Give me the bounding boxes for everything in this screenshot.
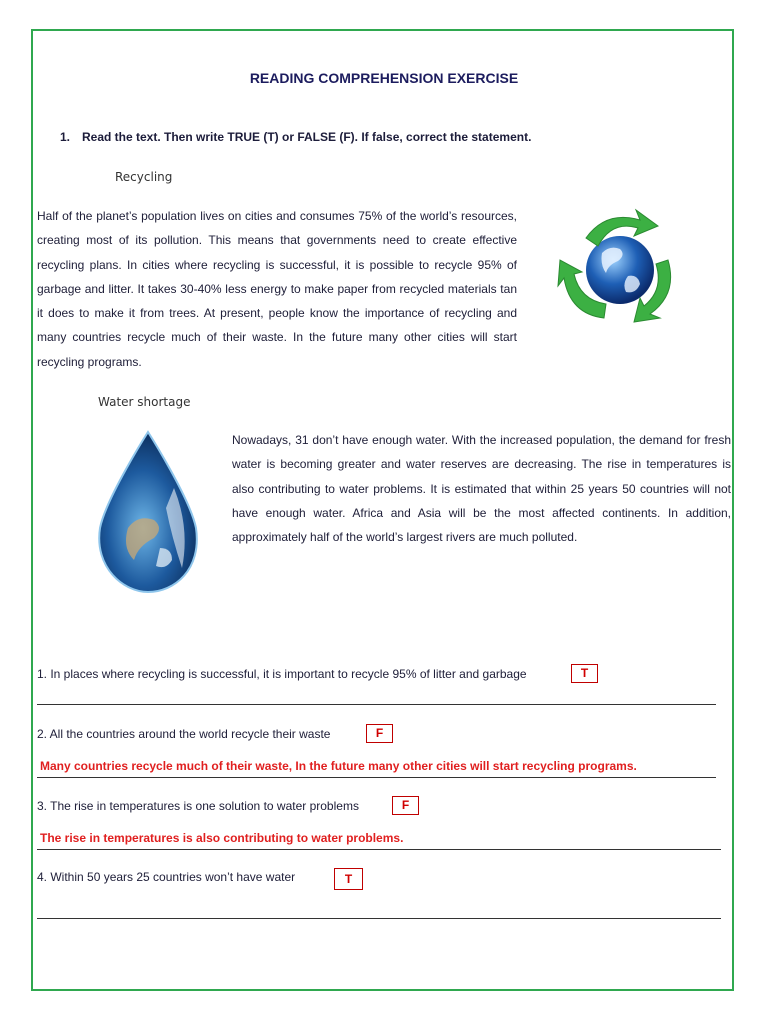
answer-box-2[interactable]: F: [366, 724, 393, 743]
page-title: READING COMPREHENSION EXERCISE: [249, 70, 519, 86]
water-paragraph: Nowadays, 31 don’t have enough water. With the increased population, the demand for fresh water is becoming greater and water reserves are decreasing. The rise in temperatures is also contributing to water problems. It is estimated that within 25 years 50 countries will not have enough water. Africa and Asia will be the most affected continents. In addition, approximately half of the world’s largest rivers are much polluted.: [232, 433, 731, 545]
answer-box-1[interactable]: T: [571, 664, 598, 683]
answer-line-3: [37, 849, 721, 850]
question-1: 1. In places where recycling is successful, it is important to recycle 95% of litter and garbage: [37, 667, 527, 681]
recycle-globe-icon: [550, 198, 690, 338]
question-2: 2. All the countries around the world recycle their waste: [37, 727, 331, 741]
answer-line-2: [37, 777, 716, 778]
answer-box-3[interactable]: F: [392, 796, 419, 815]
instruction: [60, 130, 531, 144]
answer-line-1: [37, 704, 716, 705]
recycling-heading: Recycling: [115, 170, 173, 184]
instruction-text: Read the text. Then write TRUE (T) or FALSE (F). If false, correct the statement.: [82, 130, 532, 144]
answer-line-4: [37, 918, 721, 919]
correction-3: The rise in temperatures is also contributing to water problems.: [40, 831, 404, 845]
instruction-number: 1.: [60, 130, 71, 144]
recycling-paragraph: Half of the planet’s population lives on cities and consumes 75% of the world’s resources, creating most of its pollution. This means that governments need to create effective recycling plans. In cities where recycling is successful, it is possible to recycle 95% of garbage and litter. It takes 30-40% less energy to make paper from recycled materials tan it does to make it from trees. At present, people know the importance of recycling and many countries recycle much of their waste. In the future many other cities will start recycling programs.: [37, 209, 517, 369]
water-heading: Water shortage: [98, 395, 191, 409]
answer-box-4[interactable]: T: [334, 868, 363, 890]
correction-2: Many countries recycle much of their waste, In the future many other cities will start recycling programs.: [40, 759, 637, 773]
question-3: 3. The rise in temperatures is one solution to water problems: [37, 799, 359, 813]
question-4: 4. Within 50 years 25 countries won’t have water: [37, 870, 296, 884]
water-drop-globe-icon: [88, 428, 208, 596]
